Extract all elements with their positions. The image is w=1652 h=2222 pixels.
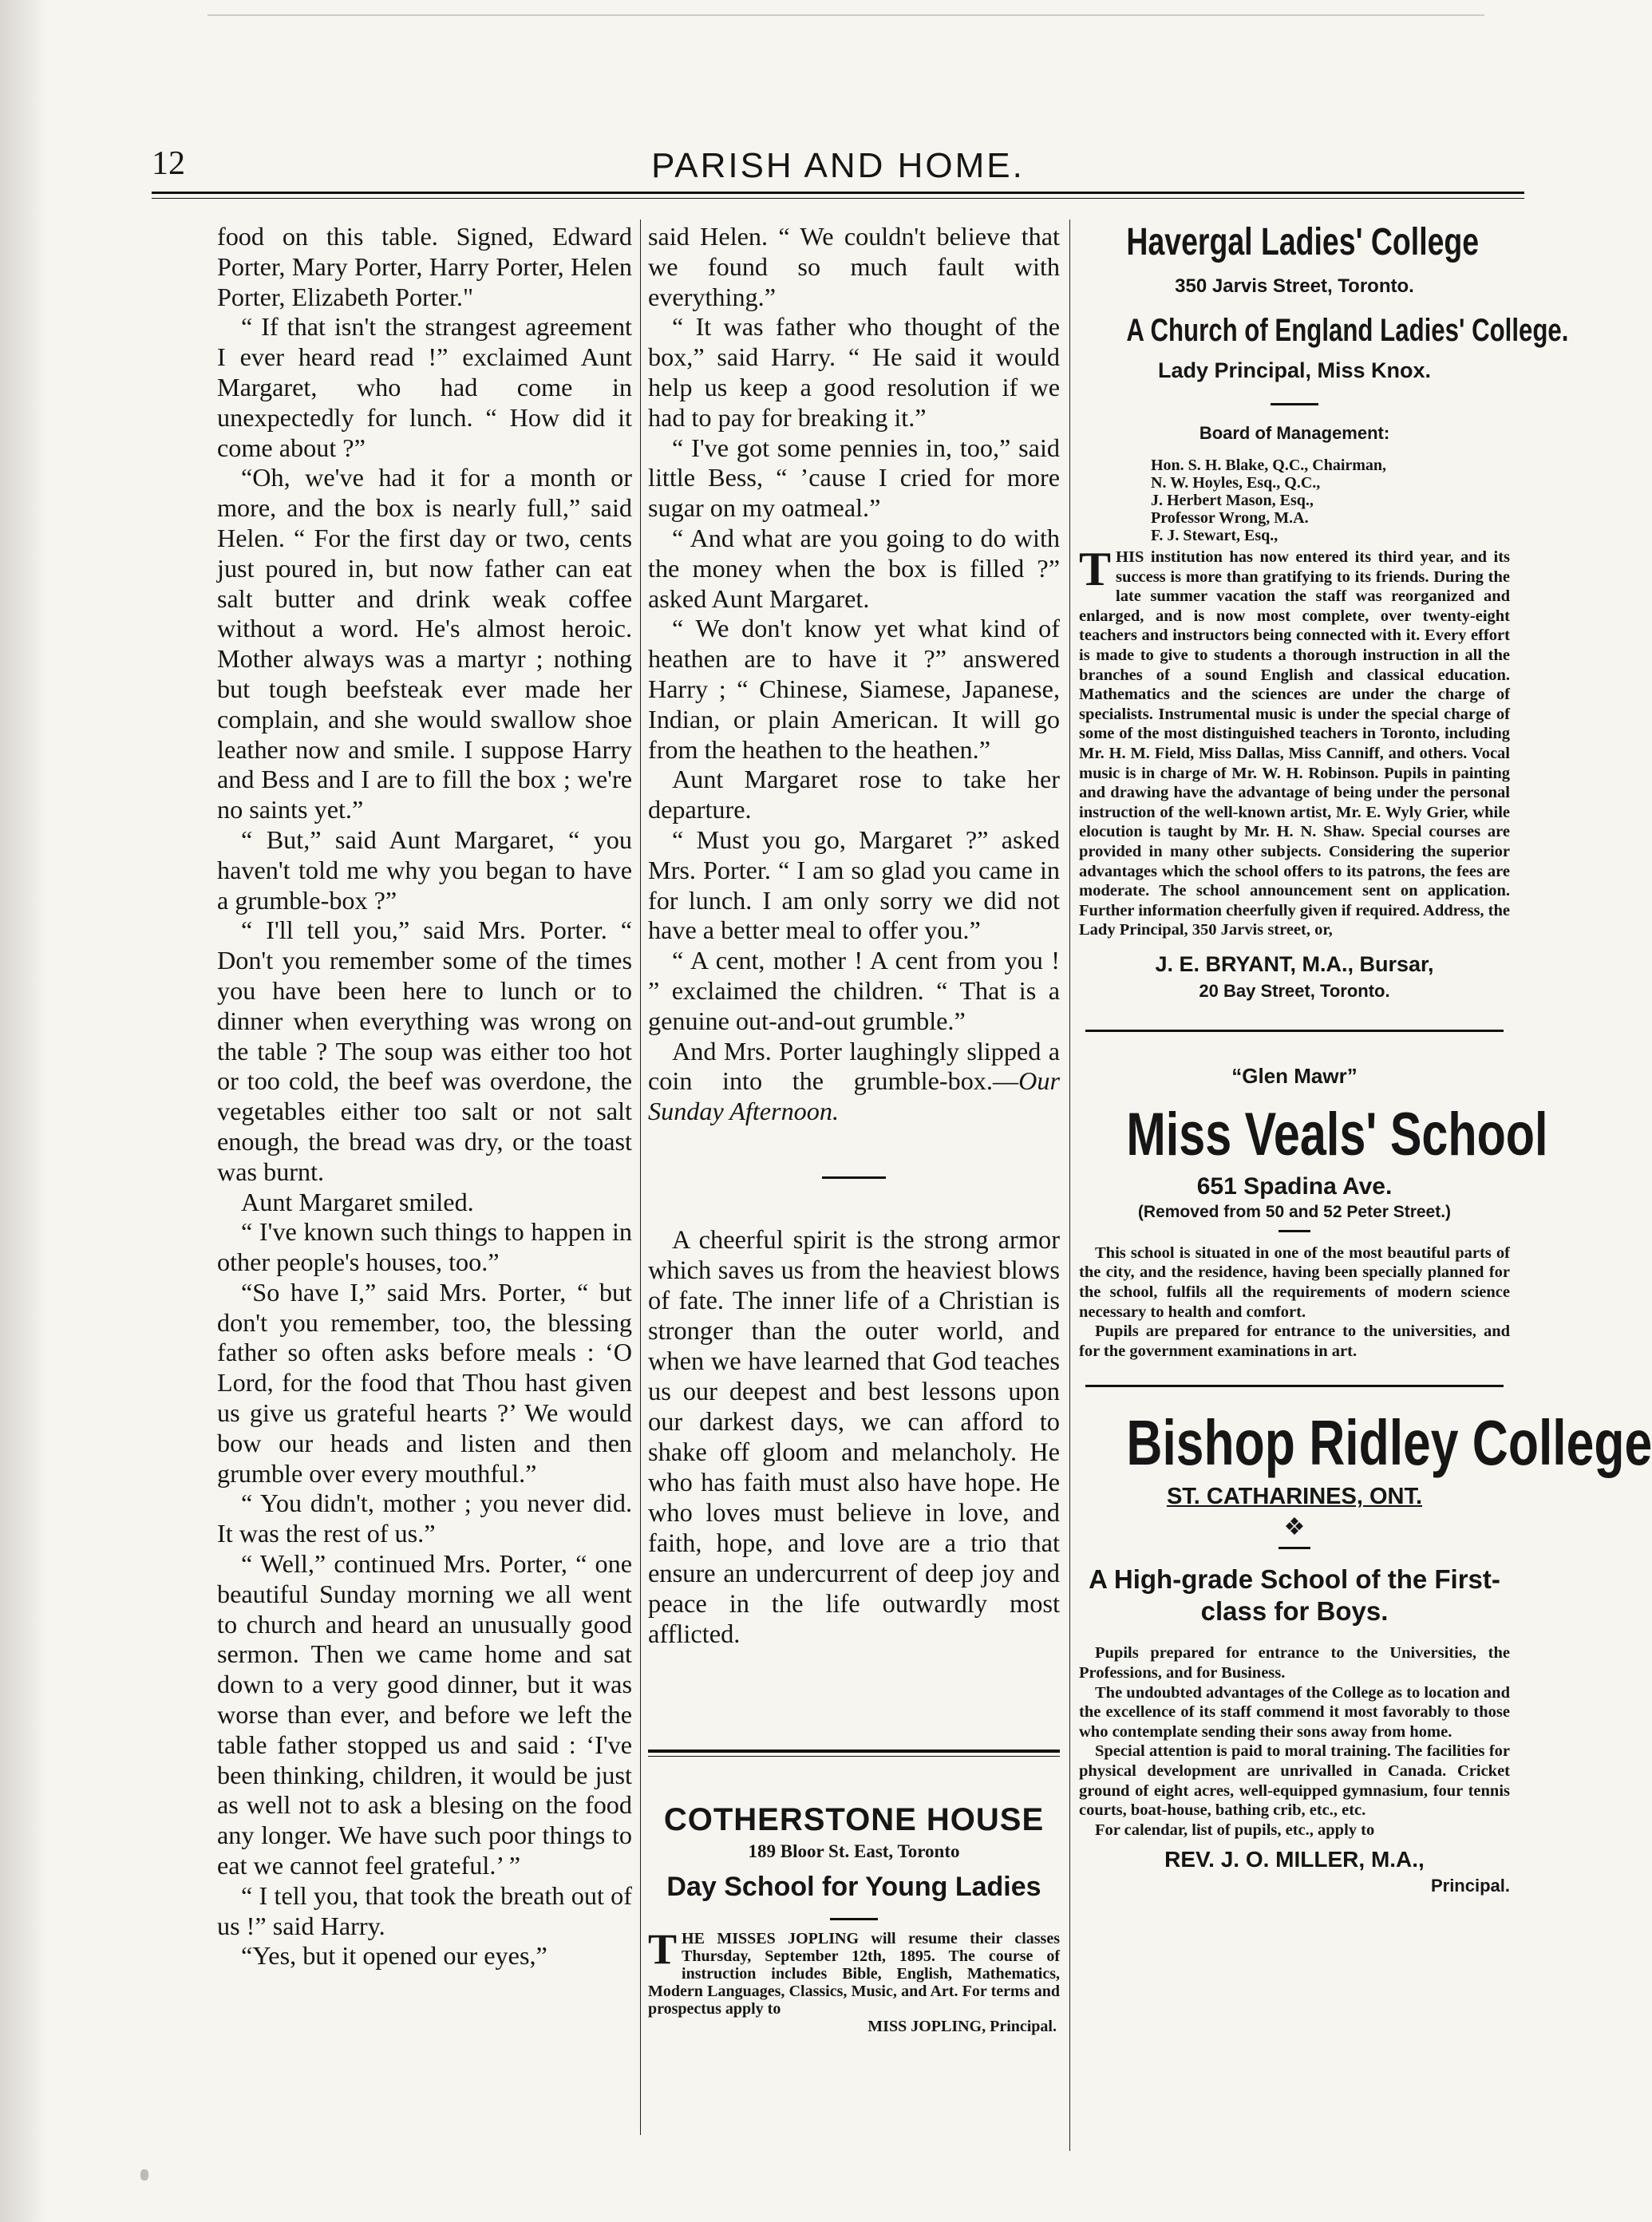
story-attribution: Our Sunday Afternoon. — [648, 1066, 1060, 1126]
story-paragraph: “So have I,” said Mrs. Porter, “ but don't you remember, too, the blessing father so often asks before meals : ‘O Lord, for the food that Thou hast given us give us grateful hearts ?’ We would bow our heads and listen and then grumble over every mouthful.” — [217, 1277, 632, 1488]
ad-divider-2 — [1085, 1385, 1504, 1387]
story-paragraph: And Mrs. Porter laughingly slipped a coin into the grumble-box.—Our Sunday Afternoon. — [648, 1036, 1060, 1126]
cotherstone-title: COTHERSTONE HOUSE — [663, 1802, 1045, 1837]
havergal-board-list — [1079, 457, 1510, 544]
column-rule-right — [1069, 219, 1070, 2151]
cotherstone-mini-rule — [830, 1918, 878, 1920]
ad-bishop-ridley — [1079, 1405, 1652, 1897]
ad-cotherstone-house — [648, 1750, 1060, 2035]
story-column-middle — [648, 222, 1060, 1650]
ridley-tagline: A High-grade School of the First-class for Boys. — [1089, 1564, 1500, 1627]
cotherstone-signature: MISS JOPLING, Principal. — [867, 2018, 1057, 2035]
ridley-paragraph: Special attention is paid to moral training. The facilities for physical development are unrivalled in Canada. Cricket ground of eight acres, well-equipped gymnasium, four tennis courts, boat-house, bathing crib, etc., etc. — [1079, 1742, 1510, 1820]
page-number: 12 — [152, 145, 185, 182]
story-paragraph: “ I tell you, that took the breath out of us !” said Harry. — [217, 1880, 632, 1940]
havergal-dropcap: T — [1079, 543, 1112, 595]
story-paragraph: “ We don't know yet what kind of heathen are to have it ?” answered Harry ; “ Chinese, Siamese, Japanese, Indian, or plain American. It will go from the heathen to the heathen.” — [648, 614, 1060, 764]
ink-smudge — [140, 2169, 148, 2180]
veals-removed: (Removed from 50 and 52 Peter Street.) — [1137, 1202, 1452, 1221]
story-paragraph: “ I'll tell you,” said Mrs. Porter. “ Don't you remember some of the times you have been here to lunch or to dinner when everything was wrong on the table ? The soup was either too hot or too cold, the beef was overdone, the vegetables either too salt or not salt enough, the bread was dry, or the toast was burnt. — [217, 915, 632, 1186]
ridley-paragraph: The undoubted advantages of the College as to location and the excellence of its staff commend it most favorably to those who contemplate sending their sons away from home. — [1079, 1683, 1510, 1741]
havergal-principal: Lady Principal, Miss Knox. — [1157, 358, 1432, 382]
cotherstone-subtitle: Day School for Young Ladies — [666, 1872, 1041, 1902]
ridley-ornament: ❖ — [1283, 1514, 1306, 1541]
board-member: J. Herbert Mason, Esq., — [1151, 492, 1314, 509]
cotherstone-address: 189 Bloor St. East, Toronto — [748, 1841, 960, 1861]
section-divider — [822, 1176, 886, 1179]
story-paragraph: “Yes, but it opened our eyes,” — [241, 1941, 547, 1971]
ad-miss-veals — [1079, 1062, 1548, 1362]
veals-mini-rule — [1279, 1230, 1310, 1232]
story-continuation — [648, 222, 1060, 1127]
story-paragraph: said Helen. “ We couldn't believe that we found so much fault with everything.” — [648, 222, 1060, 311]
column-rule-left — [640, 219, 641, 2135]
header-double-rule — [152, 192, 1524, 199]
ridley-contact-title: Principal. — [1430, 1876, 1510, 1896]
cheerful-spirit-paragraph: A cheerful spirit is the strong armor which saves us from the heaviest blows of fate. The inner life of a Christian is stronger than the outer world, and when we have learned that God teaches us our deepest and best lessons upon our darkest days, we can afford to shake off gloom and melancholy. He who has faith must also have hope. He who loves must believe in love, and faith, hope, and love are a trio that ensure an undercurrent of deep joy and peace in the life outwardly most afflicted. — [648, 1225, 1060, 1649]
story-paragraph: “ But,” said Aunt Margaret, “ you haven't told me why you began to have a grumble-box ?” — [217, 824, 632, 915]
story-paragraph: “ Must you go, Margaret ?” asked Mrs. Porter. “ I am so glad you came in for lunch. I am only sorry we did not have a better meal to offer you.” — [648, 824, 1060, 945]
story-paragraph: food on this table. Signed, Edward Porter, Mary Porter, Harry Porter, Helen Porter, Elizabeth Porter." — [217, 222, 632, 311]
veals-address: 651 Spadina Ave. — [1196, 1172, 1393, 1200]
ad-divider-1 — [1085, 1030, 1504, 1032]
story-paragraph: Aunt Margaret rose to take her departure. — [648, 765, 1060, 824]
ad-top-rule — [648, 1750, 1060, 1757]
havergal-bursar: J. E. BRYANT, M.A., Bursar, — [1155, 951, 1434, 976]
story-paragraph: “ I've known such things to happen in other people's houses, too.” — [217, 1217, 632, 1277]
ridley-paragraph: Pupils prepared for entrance to the Universities, the Professions, and for Business. — [1079, 1644, 1510, 1682]
board-member: Professor Wrong, M.A. — [1151, 509, 1309, 527]
advertisements-column — [1079, 219, 1652, 1897]
havergal-subtitle: A Church of England Ladies' College. — [1126, 313, 1569, 348]
havergal-body: THIS institution has now entered its third year, and its success is more than gratifying to its friends. During the late summer vacation the staff was reorganized and enlarged, and is now most complete, over twenty-eight teachers and instructors being connected with it. Every effort is made to give to students a thorough instruction in all the branches of a sound English and classical education. Mathematics and the sciences are under the charge of specialists. Instrumental music is under the special charge of some of the most distinguished teachers in Toronto, including Mr. H. M. Field, Miss Dallas, Miss Canniff, and others. Vocal music is in charge of Mr. W. H. Robinson. Pupils in painting and drawing have the advantage of being under the personal instruction of the well-known artist, Mr. E. Wyly Grier, while elocution is taught by Mr. H. N. Shaw. Special courses are provided in many other subjects. Considering the superior advantages which the school offers to its patrons, the fees are moderate. The school announcement sent on application. Further information cheerfully given if required. Address, the Lady Principal, 350 Jarvis street, or, — [1079, 543, 1510, 939]
board-member: Hon. S. H. Blake, Q.C., Chairman, — [1151, 457, 1387, 474]
veals-body-1: This school is situated in one of the most beautiful parts of the city, and the residence, having been specially planned for the school, fulfils all the requirements of modern science necessary to health and comfort. — [1079, 1243, 1510, 1321]
board-member: N. W. Hoyles, Esq., Q.C., — [1151, 474, 1321, 492]
story-paragraph: “ A cent, mother ! A cent from you ! ” exclaimed the children. “ That is a genuine out-and-out grumble.” — [648, 946, 1060, 1035]
ridley-contact: REV. J. O. MILLER, M.A., — [1164, 1847, 1425, 1872]
ridley-location: ST. CATHARINES, ONT. — [1166, 1484, 1423, 1510]
scan-edge-line — [207, 14, 1484, 16]
havergal-mini-rule — [1271, 403, 1318, 405]
cotherstone-dropcap: T — [648, 1925, 678, 1973]
havergal-address: 350 Jarvis Street, Toronto. — [1175, 275, 1414, 297]
story-paragraph: “ I've got some pennies in, too,” said little Bess, “ ’cause I cried for more sugar on my oatmeal.” — [648, 433, 1060, 523]
story-paragraph: “ And what are you going to do with the money when the box is filled ?” asked Aunt Margaret. — [648, 523, 1060, 613]
story-paragraph: “ You didn't, mother ; you never did. It was the rest of us.” — [217, 1489, 632, 1548]
story-paragraph: “ It was father who thought of the box,” said Harry. “ He said it would help us keep a good resolution if we had to pay for breaking it.” — [648, 312, 1060, 432]
story-paragraph: “ If that isn't the strangest agreement I ever heard read !” exclaimed Aunt Margaret, who had come in unexpectedly for lunch. “ How did it come about ?” — [217, 312, 632, 462]
veals-title: Miss Veals' School — [1126, 1100, 1548, 1168]
board-member: F. J. Stewart, Esq., — [1151, 527, 1279, 544]
running-title: PARISH AND HOME. — [651, 146, 1025, 185]
story-column-left — [217, 222, 632, 1971]
cotherstone-body: THE MISSES JOPLING will resume their classes Thursday, September 12th, 1895. The course of instruction includes Bible, English, Mathematics, Modern Languages, Classics, Music, and Art. For terms and prospectus apply to — [648, 1925, 1060, 2018]
havergal-bursar-address: 20 Bay Street, Toronto. — [1199, 980, 1390, 1001]
story-paragraph: “ Well,” continued Mrs. Porter, “ one beautiful Sunday morning we all went to church and heard an unusually good sermon. Then we came home and sat down to a very good dinner, but it was worse than ever, and before we left the table father stopped us and said : ‘I've been thinking, children, it would be just as well not to ask a blesing on the food any longer. We have such poor things to eat we cannot feel grateful.’ ” — [217, 1549, 632, 1880]
havergal-title: Havergal Ladies' College — [1126, 221, 1480, 263]
veals-body-2: Pupils are prepared for entrance to the universities, and for the government examinations in art. — [1079, 1323, 1510, 1360]
ridley-mini-rule — [1279, 1547, 1310, 1549]
story-paragraph: “Oh, we've had it for a month or more, and the box is nearly full,” said Helen. “ For the first day or two, cents just poured in, but now father can eat salt butter and drink weak coffee without a word. He's almost heroic. Mother always was a martyr ; nothing but tough beefsteak ever made her complain, and she would swallow shoe leather now and smile. I suppose Harry and Bess and I are to fill the box ; we're no saints yet.” — [217, 463, 632, 824]
story-paragraph: Aunt Margaret smiled. — [241, 1187, 474, 1216]
veals-tagline: “Glen Mawr” — [1231, 1063, 1358, 1088]
ridley-body — [1079, 1643, 1510, 1840]
ridley-paragraph: For calendar, list of pupils, etc., apply to — [1095, 1821, 1375, 1839]
ridley-title: Bishop Ridley College — [1126, 1407, 1652, 1479]
ad-havergal — [1079, 219, 1569, 1002]
havergal-board-heading: Board of Management: — [1199, 423, 1390, 443]
